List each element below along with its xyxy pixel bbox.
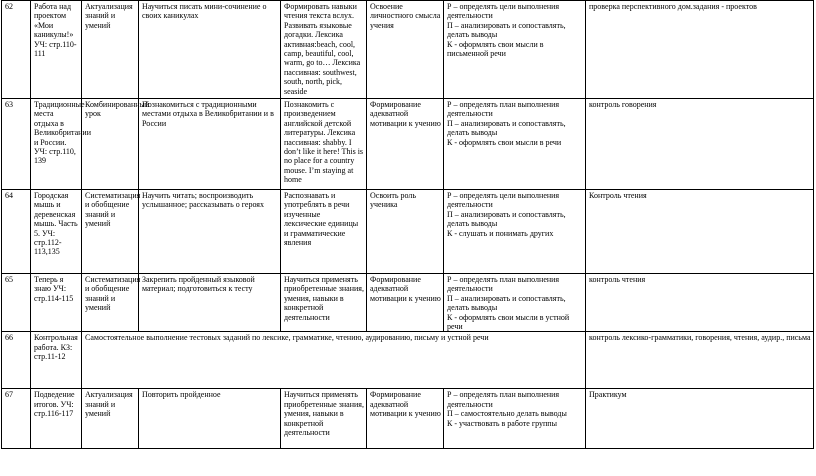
- subject-skills: Формировать навыки чтения текста вслух. Развивать языковые догадки. Лексика активная:beach, cool, camp, beautiful, cool, warm, go to… Лексика пассивная: southwest, south, north, pick, seaside: [281, 1, 367, 99]
- control-form: контроль говорения: [586, 99, 814, 190]
- lesson-topic: Подведение итогов. УЧ: стр.116-117: [31, 389, 82, 449]
- meta-cognitive: П – анализировать и сопоставлять, делать выводы: [447, 118, 566, 138]
- control-form: проверка перспективного дом.задания - проектов: [586, 1, 814, 99]
- subject-skills: Научиться применять приобретенные знания, умения, навыки в конкретной деятельности: [281, 389, 367, 449]
- lesson-task: Повторить пройденное: [139, 389, 281, 449]
- meta-regulative: Р – определять цели выполнения деятельности: [447, 2, 560, 21]
- meta-skills: [444, 190, 586, 274]
- merged-description-text: Самостоятельное выполнение тестовых заданий по лексике, грамматике, чтению, аудированию, письму и устной речи: [85, 333, 489, 343]
- lesson-task: Закрепить пройденный языковой материал; подготовиться к тесту: [139, 274, 281, 332]
- merged-description: [82, 332, 586, 389]
- personal-skills: Освоить роль ученика: [367, 190, 444, 274]
- control-form: контроль чтения: [586, 274, 814, 332]
- meta-skills: [444, 274, 586, 332]
- lesson-type: Актуализация знаний и умений: [82, 389, 139, 449]
- lesson-task: Научиться писать мини-сочинение о своих каникулах: [139, 1, 281, 99]
- control-form: Практикум: [586, 389, 814, 449]
- meta-skills: [444, 99, 586, 190]
- lesson-type: Актуализация знаний и умений: [82, 1, 139, 99]
- personal-skills: Освоение личностного смысла учения: [367, 1, 444, 99]
- subject-skills: Познакомить с произведением английской детской литературы. Лексика пассивная: shabby. I don’t like it here! This is no place for a country mouse. I’m staying at home: [281, 99, 367, 190]
- meta-communicative: К - слушать и понимать других: [447, 228, 554, 238]
- meta-communicative: К - оформлять свои мысли в письменной речи: [447, 39, 544, 59]
- meta-regulative: Р – определять план выполнения деятельности: [447, 100, 560, 119]
- meta-skills: [444, 389, 586, 449]
- table-row: [2, 1, 814, 99]
- lesson-plan-table: [1, 0, 814, 389]
- lesson-type: Комбинированный урок: [82, 99, 139, 190]
- meta-regulative: Р – определять план выполнения деятельности: [447, 390, 560, 409]
- lesson-number: 67: [2, 389, 31, 449]
- meta-communicative: К - участвовать в работе группы: [447, 418, 557, 428]
- lesson-type: Систематизация и обобщение знаний и умений: [82, 274, 139, 332]
- table-row: [2, 332, 814, 389]
- lesson-topic: Традиционные места отдыха в Великобритании и России. УЧ: стр.110, 139: [31, 99, 82, 190]
- table-row: [2, 99, 814, 190]
- subject-skills: Научиться применять приобретенные знания, умения, навыки в конкретной деятельности: [281, 274, 367, 332]
- personal-skills: Формирование адекватной мотивации к учению: [367, 274, 444, 332]
- table-row: [2, 389, 814, 449]
- meta-regulative: Р – определять план выполнения деятельности: [447, 275, 560, 294]
- personal-skills: Формирование адекватной мотивации к учению: [367, 389, 444, 449]
- lesson-number: 64: [2, 190, 31, 274]
- lesson-number: 62: [2, 1, 31, 99]
- lesson-topic: Теперь я знаю УЧ: стр.114-115: [31, 274, 82, 332]
- meta-communicative: К - оформлять свои мысли в устной речи: [447, 312, 570, 332]
- personal-skills: Формирование адекватной мотивации к учению: [367, 99, 444, 190]
- meta-regulative: Р – определять цели выполнения деятельности: [447, 191, 560, 210]
- meta-cognitive: П – самостоятельно делать выводы: [447, 409, 567, 419]
- meta-communicative: К - оформлять свои мысли в речи: [447, 137, 562, 147]
- meta-skills: [444, 1, 586, 99]
- lesson-number: 65: [2, 274, 31, 332]
- lesson-topic: Контрольная работа. КЗ: стр.11-12: [31, 332, 82, 389]
- lesson-plan-table-continued: [1, 388, 814, 449]
- lesson-topic: Городская мышь и деревенская мышь. Часть 5. УЧ: стр.112-113,135: [31, 190, 82, 274]
- meta-cognitive: П – анализировать и сопоставлять, делать выводы: [447, 293, 566, 313]
- control-form: контроль лексико-грамматики, говорения, чтения, аудир., письма: [586, 332, 814, 389]
- subject-skills: Распознавать и употреблять в речи изученные лексические единицы и грамматические явления: [281, 190, 367, 274]
- table-row: [2, 274, 814, 332]
- lesson-number: 66: [2, 332, 31, 389]
- control-form: Контроль чтения: [586, 190, 814, 274]
- meta-cognitive: П – анализировать и сопоставлять, делать выводы: [447, 209, 566, 229]
- lesson-task: Научить читать; воспроизводить услышанное; рассказывать о героях: [139, 190, 281, 274]
- lesson-task: Познакомиться с традиционными местами отдыха в Великобритании и в России: [139, 99, 281, 190]
- lesson-type: Систематизация и обобщение знаний и умений: [82, 190, 139, 274]
- lesson-topic: Работа над проектом «Мои каникулы!» УЧ: стр.110-111: [31, 1, 82, 99]
- table-row: [2, 190, 814, 274]
- lesson-number: 63: [2, 99, 31, 190]
- meta-cognitive: П – анализировать и сопоставлять, делать выводы: [447, 20, 566, 40]
